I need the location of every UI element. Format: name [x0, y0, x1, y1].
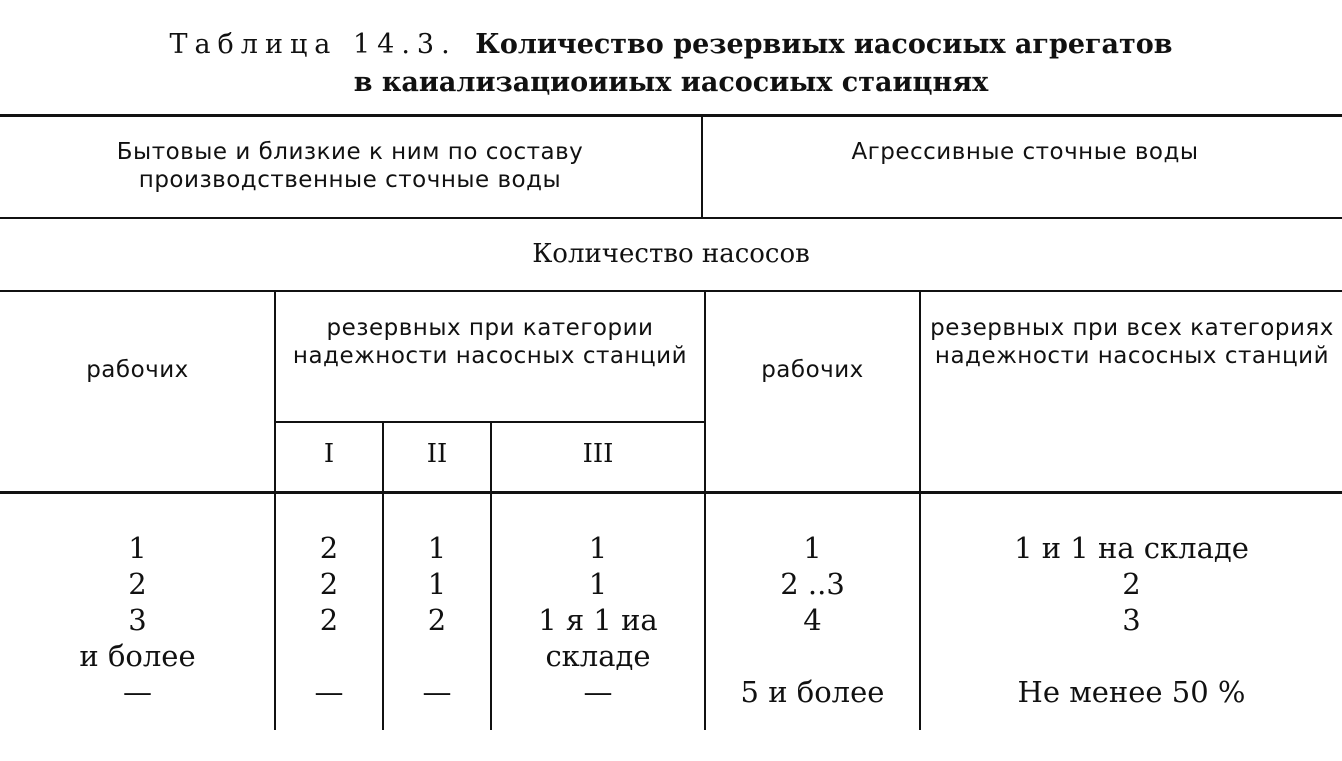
table-cell: 1	[128, 531, 147, 565]
header-pump-count: Количество насосов	[532, 239, 810, 269]
rule-under-water-types	[0, 217, 1342, 219]
table-cell: 2	[128, 567, 147, 601]
table-cell	[384, 638, 490, 674]
table-cell: 3	[128, 603, 147, 637]
table-cell: —	[583, 675, 613, 709]
column-working-left	[0, 530, 275, 710]
table-cell: 3	[1122, 603, 1141, 637]
table-caption	[0, 26, 1342, 102]
table-cell	[276, 638, 382, 674]
rule-top	[0, 114, 1342, 117]
column-cat-iii	[492, 530, 704, 710]
table-cell: —	[314, 675, 344, 709]
table-cell: —	[123, 675, 152, 709]
column-cat-ii	[384, 530, 490, 710]
table-label: Таблица 14.3.	[169, 29, 457, 60]
table-title-line2: в каиализациоииых иасосиых стаицнях	[353, 67, 989, 98]
table-cell: 4	[803, 603, 822, 637]
column-working-right	[706, 530, 919, 710]
table-cell: 1 я 1 иа	[538, 603, 658, 637]
table-cell: 1 и 1 на складе	[1014, 531, 1249, 565]
table-cell: и более	[79, 639, 196, 673]
header-category-i: I	[323, 439, 335, 469]
header-category-iii: III	[582, 439, 614, 469]
table-cell: —	[422, 675, 452, 709]
table-cell: 2	[319, 531, 339, 565]
header-working-left: рабочих	[86, 357, 189, 383]
header-aggressive-waters: Агрессивные сточные воды	[851, 139, 1199, 165]
header-working-right: рабочих	[761, 357, 864, 383]
table-cell: 2	[319, 603, 339, 637]
table-cell: 2	[1122, 567, 1141, 601]
table-cell: 1	[427, 567, 447, 601]
rule-under-pump-count	[0, 290, 1342, 292]
rule-under-column-heads	[0, 491, 1342, 494]
table-cell: 1	[588, 531, 608, 565]
table-cell: 1	[588, 567, 608, 601]
table-cell	[706, 638, 919, 674]
table-cell: складе	[545, 639, 651, 673]
column-cat-i	[276, 530, 382, 710]
header-reserve-by-category: резервных при категории надежности насосных станций	[292, 315, 688, 369]
table-cell: 1	[803, 531, 822, 565]
header-domestic-waters: Бытовые и близкие к ним по составу производственные сточные воды	[116, 139, 584, 193]
header-category-ii: II	[426, 439, 448, 469]
header-reserve-all-categories: резервных при всех категориях надежности насосных станций	[930, 315, 1334, 369]
table-title-line1: Количество резервиых иасосиых агрегатов	[475, 29, 1173, 60]
divider-water-types	[701, 116, 703, 218]
table-cell: Не менее 50 %	[1017, 675, 1246, 709]
column-reserve-all	[921, 530, 1342, 710]
table-cell: 5 и более	[740, 675, 885, 709]
table-cell: 1	[427, 531, 447, 565]
table-cell	[921, 638, 1342, 674]
table-cell: 2	[319, 567, 339, 601]
table-cell: 2 ..3	[780, 567, 845, 601]
table-cell: 2	[427, 603, 447, 637]
